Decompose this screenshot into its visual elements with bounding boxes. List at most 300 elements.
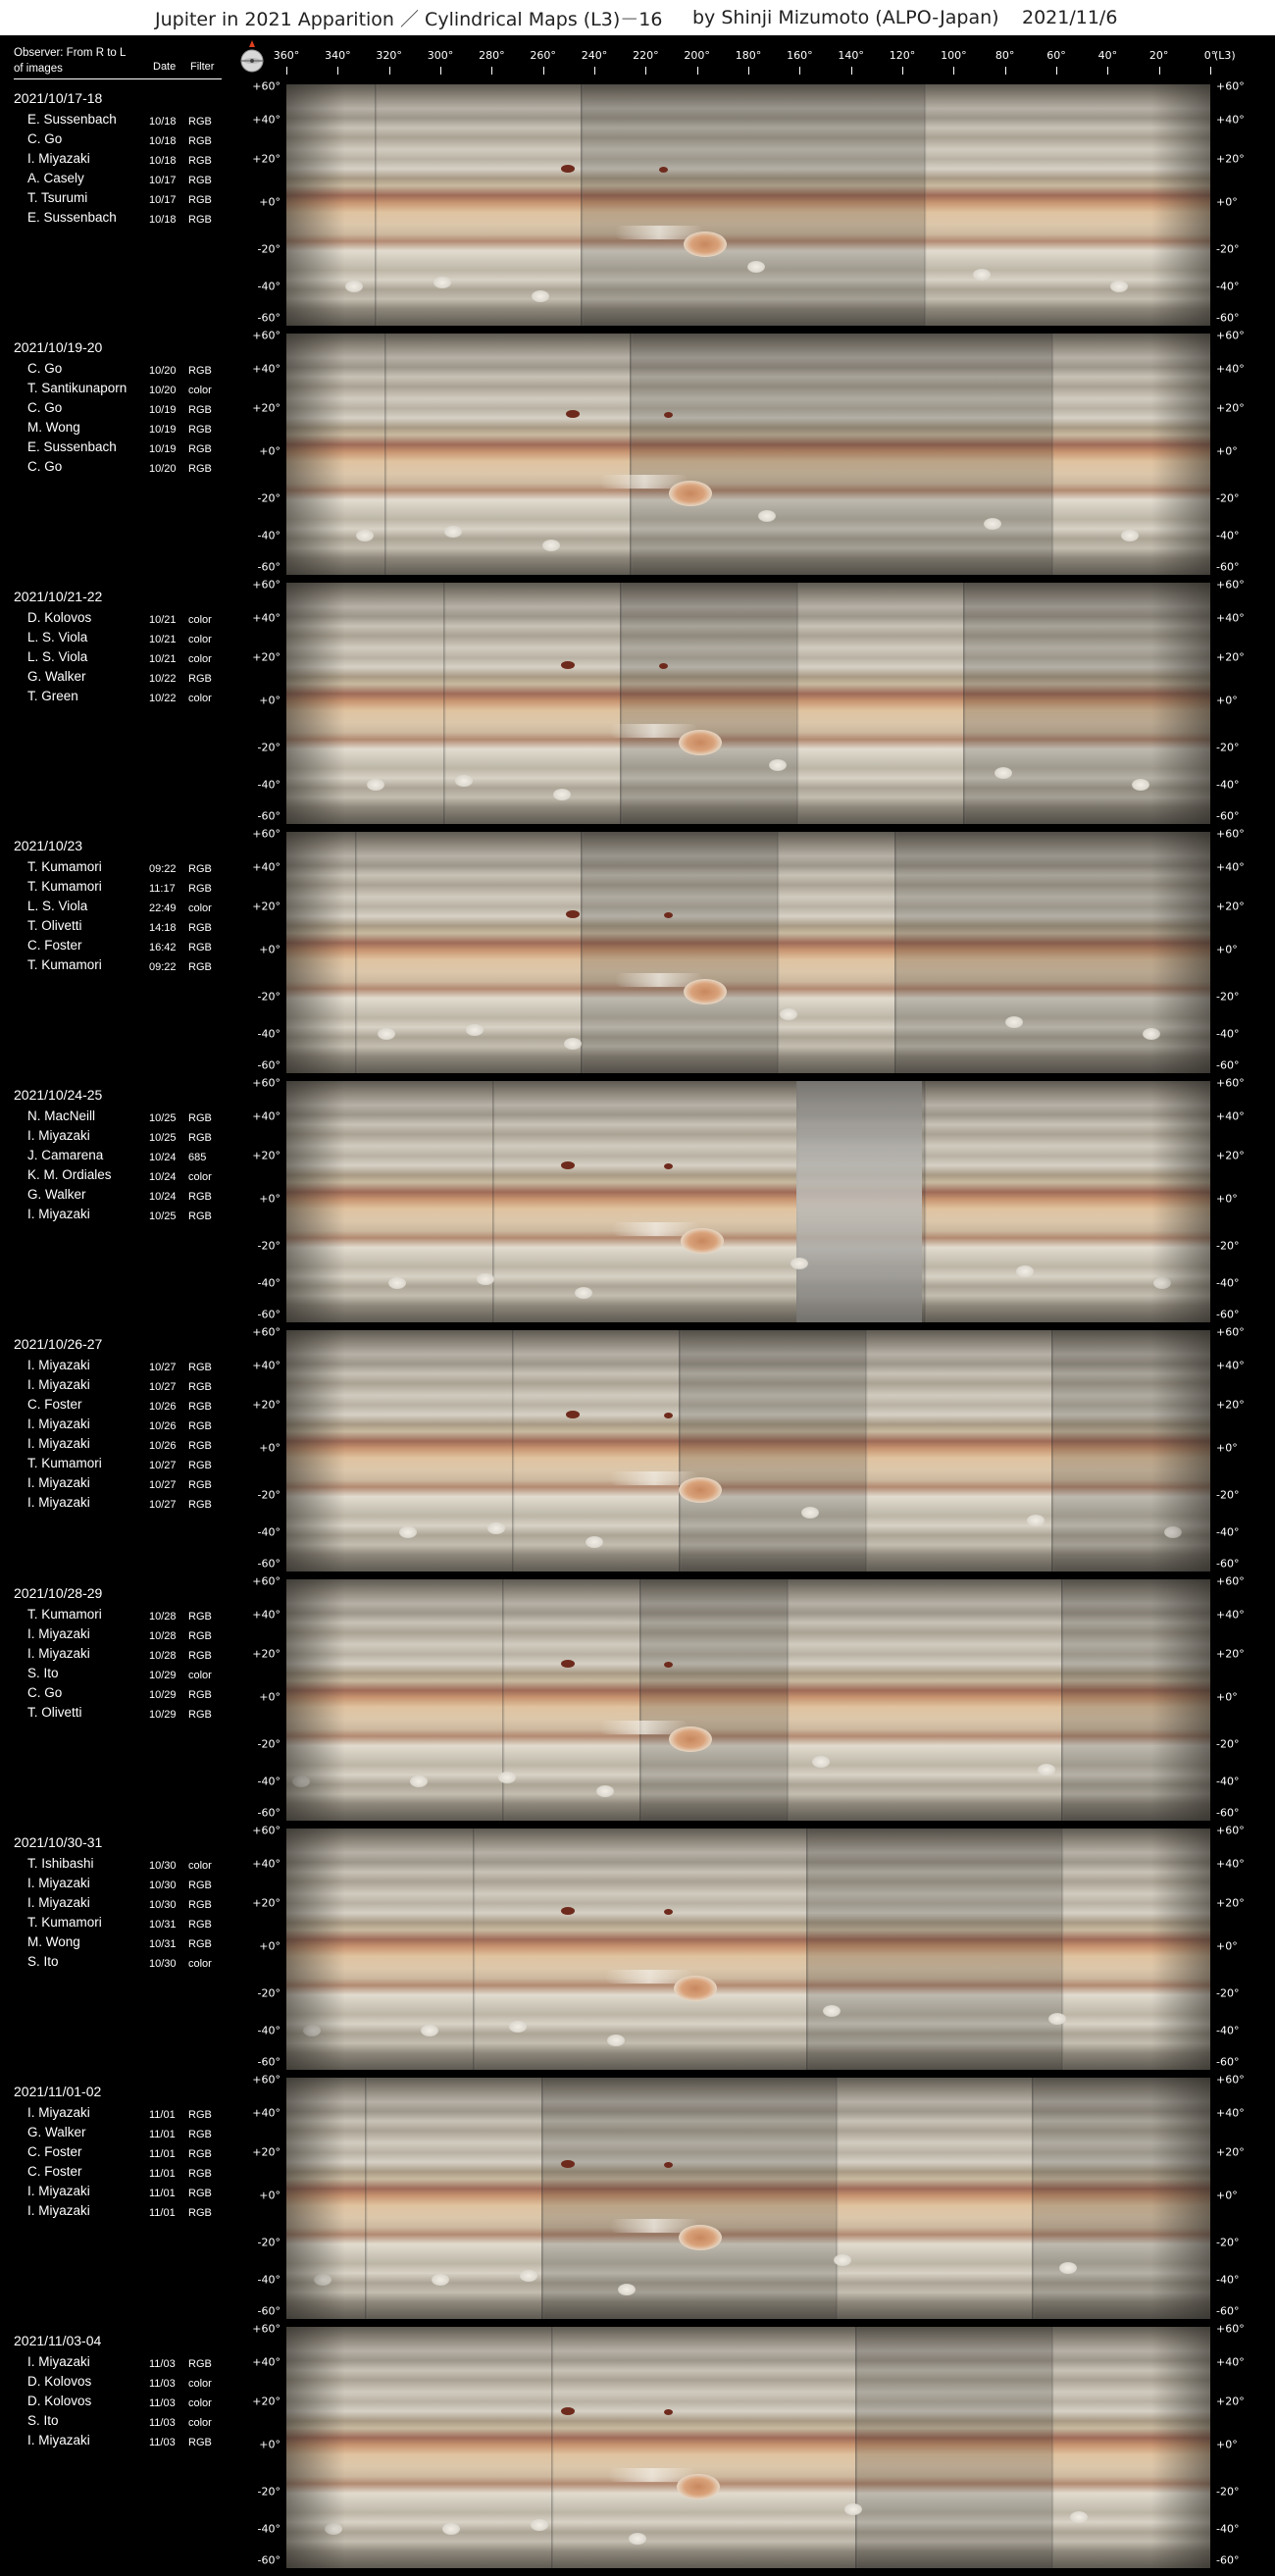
white-oval: [520, 2270, 537, 2282]
observation-filter: RGB: [188, 155, 212, 167]
tile-seam: [924, 84, 927, 326]
observation-date: 10/17: [149, 194, 177, 206]
latitude-axis-left: [235, 329, 284, 579]
observer-name: C. Foster: [27, 938, 82, 953]
observer-row: [14, 1205, 230, 1224]
observation-filter: RGB: [188, 175, 212, 186]
great-red-spot: [674, 1976, 717, 2001]
observer-name: E. Sussenbach: [27, 210, 117, 225]
longitude-tick-label: 60°: [1046, 49, 1066, 62]
observer-name: T. Kumamori: [27, 1456, 102, 1470]
longitude-tick: [1159, 67, 1160, 75]
latitude-axis-left: [235, 1574, 284, 1825]
longitude-tick-label: 120°: [889, 49, 916, 62]
observation-date: 11/03: [149, 2437, 176, 2448]
observation-filter: RGB: [188, 1650, 212, 1662]
observation-filter: 685: [188, 1152, 207, 1163]
latitude-tick-label: +60°: [252, 79, 280, 93]
white-oval: [812, 1756, 830, 1768]
observer-name: I. Miyazaki: [27, 1128, 90, 1143]
jupiter-cylindrical-map: [286, 1330, 1210, 1571]
observer-name: T. Olivetti: [27, 918, 82, 933]
observer-row: [14, 1473, 230, 1493]
latitude-tick-label: -40°: [1216, 1525, 1240, 1539]
observer-name: I. Miyazaki: [27, 151, 90, 166]
observer-name: S. Ito: [27, 1954, 59, 1969]
latitude-tick-label: -60°: [257, 311, 280, 325]
white-oval: [994, 767, 1012, 779]
latitude-tick-label: -60°: [257, 2304, 280, 2318]
observer-row: [14, 1146, 230, 1165]
longitude-tick-label: 220°: [633, 49, 659, 62]
observation-filter: RGB: [188, 883, 212, 895]
great-red-spot: [684, 232, 727, 257]
red-spot: [664, 1413, 673, 1418]
white-oval: [399, 1526, 417, 1538]
observer-name: T. Kumamori: [27, 1607, 102, 1622]
system-label: (L3): [1214, 49, 1236, 62]
observation-filter: color: [188, 614, 212, 626]
tile-seam: [787, 1579, 790, 1821]
observer-name: D. Kolovos: [27, 2394, 92, 2408]
latitude-tick-label: +40°: [252, 611, 280, 625]
limb-shade: [286, 334, 345, 575]
tile-seam: [365, 2078, 368, 2319]
great-red-spot: [669, 481, 712, 506]
observation-date: 11/01: [149, 2109, 176, 2121]
great-red-spot: [679, 730, 722, 755]
observer-row: [14, 1703, 230, 1723]
longitude-tick-label: 260°: [530, 49, 556, 62]
observer-row: [14, 457, 230, 477]
latitude-tick-label: -40°: [257, 1276, 280, 1290]
white-oval: [1005, 1016, 1023, 1028]
white-oval: [1132, 779, 1149, 791]
latitude-tick-label: -20°: [257, 2485, 280, 2499]
latitude-axis-left: [235, 1076, 284, 1326]
observation-filter: color: [188, 1860, 212, 1872]
date-column-header: Date: [153, 61, 177, 73]
observer-name: C. Go: [27, 1685, 63, 1700]
red-spot: [561, 1161, 575, 1169]
longitude-tick-label: 340°: [325, 49, 351, 62]
observer-name: M. Wong: [27, 1934, 80, 1949]
white-oval: [973, 269, 991, 281]
observer-name: C. Go: [27, 400, 63, 415]
longitude-tick: [645, 67, 646, 75]
observer-name: E. Sussenbach: [27, 439, 117, 454]
observation-filter: color: [188, 385, 212, 396]
latitude-tick-label: +0°: [259, 943, 280, 956]
longitude-tick-label: 240°: [581, 49, 608, 62]
tile-seam: [806, 1829, 809, 2070]
red-spot: [566, 1411, 580, 1418]
latitude-tick-label: +0°: [259, 1441, 280, 1455]
limb-shade: [286, 1579, 345, 1821]
latitude-tick-label: -20°: [257, 1737, 280, 1751]
observation-filter: color: [188, 1670, 212, 1681]
jupiter-cylindrical-map: [286, 84, 1210, 326]
observation-date: 10/25: [149, 1132, 177, 1144]
observer-name: S. Ito: [27, 2413, 59, 2428]
map-panel: [0, 1574, 1275, 1825]
white-oval: [378, 1028, 395, 1040]
observation-filter: color: [188, 653, 212, 665]
latitude-tick-label: +0°: [259, 195, 280, 209]
tile-seam: [443, 583, 446, 824]
latitude-tick-label: -40°: [257, 529, 280, 542]
latitude-tick-label: -20°: [1216, 1488, 1240, 1502]
observation-filter: RGB: [188, 1362, 212, 1373]
observation-date: 10/19: [149, 404, 177, 416]
observation-date: 09:22: [149, 863, 177, 875]
observer-row: [14, 1356, 230, 1375]
latitude-tick-label: +60°: [1216, 1076, 1245, 1090]
observation-date: 10/24: [149, 1171, 177, 1183]
observer-row: [14, 1375, 230, 1395]
latitude-tick-label: +40°: [252, 860, 280, 874]
observer-row: [14, 1952, 230, 1972]
observer-name: J. Camarena: [27, 1148, 104, 1162]
limb-shade: [1151, 583, 1210, 824]
latitude-tick-label: -40°: [257, 1775, 280, 1788]
observer-row: [14, 1932, 230, 1952]
latitude-tick-label: +60°: [252, 578, 280, 592]
white-oval: [345, 281, 363, 292]
latitude-tick-label: -40°: [1216, 1276, 1240, 1290]
longitude-tick: [748, 67, 749, 75]
observer-row: [14, 2372, 230, 2392]
longitude-tick-label: 0°: [1203, 49, 1217, 62]
jupiter-cylindrical-map: [286, 583, 1210, 824]
latitude-tick-label: +60°: [1216, 79, 1245, 93]
panel-date: 2021/10/21-22: [14, 589, 103, 604]
latitude-tick-label: -40°: [1216, 1027, 1240, 1041]
latitude-tick-label: -20°: [257, 990, 280, 1004]
panel-date: 2021/10/28-29: [14, 1585, 103, 1601]
latitude-tick-label: +40°: [1216, 1608, 1245, 1622]
observer-name: I. Miyazaki: [27, 1436, 90, 1451]
observer-row: [14, 2392, 230, 2411]
jupiter-cylindrical-map: [286, 1579, 1210, 1821]
latitude-tick-label: +0°: [259, 694, 280, 707]
observation-date: 10/17: [149, 175, 177, 186]
observation-filter: RGB: [188, 463, 212, 475]
observation-date: 10/24: [149, 1191, 177, 1203]
longitude-tick: [902, 67, 903, 75]
white-oval: [532, 290, 549, 302]
observation-filter: RGB: [188, 1611, 212, 1623]
white-oval: [487, 1522, 505, 1534]
panel-date: 2021/10/19-20: [14, 339, 103, 355]
observer-row: [14, 687, 230, 706]
observer-name: I. Miyazaki: [27, 1646, 90, 1661]
latitude-axis-left: [235, 2073, 284, 2323]
latitude-tick-label: +20°: [1216, 1647, 1245, 1661]
latitude-tick-label: +60°: [1216, 1824, 1245, 1837]
jupiter-cylindrical-map: [286, 832, 1210, 1073]
latitude-tick-label: -60°: [257, 2055, 280, 2069]
observer-name: G. Walker: [27, 669, 86, 684]
observer-row: [14, 2411, 230, 2431]
observation-filter: RGB: [188, 365, 212, 377]
observer-header-line1: Observer: From R to L: [14, 47, 127, 59]
map-panel: [0, 827, 1275, 1077]
white-oval: [542, 540, 560, 551]
observation-filter: RGB: [188, 1689, 212, 1701]
white-oval: [531, 2519, 548, 2531]
latitude-tick-label: -60°: [1216, 1557, 1240, 1571]
observation-date: 10/27: [149, 1479, 177, 1491]
observation-date: 10/27: [149, 1362, 177, 1373]
panel-date: 2021/10/26-27: [14, 1336, 103, 1352]
red-spot: [566, 910, 580, 918]
white-oval: [575, 1287, 592, 1299]
observer-list: [14, 587, 230, 706]
observer-list: [14, 2331, 230, 2450]
longitude-tick-label: 200°: [684, 49, 710, 62]
limb-shade: [1151, 1829, 1210, 2070]
great-red-spot: [669, 1726, 712, 1752]
observation-date: 14:18: [149, 922, 177, 934]
jupiter-cylindrical-map: [286, 1829, 1210, 2070]
tile-seam: [924, 1081, 927, 1322]
latitude-tick-label: +60°: [1216, 1325, 1245, 1339]
image-tile: [541, 2078, 836, 2319]
observer-row: [14, 1185, 230, 1205]
observer-row: [14, 149, 230, 169]
observer-name: K. M. Ordiales: [27, 1167, 112, 1182]
jupiter-cylindrical-map: [286, 2078, 1210, 2319]
observer-name: I. Miyazaki: [27, 2105, 90, 2120]
white-oval: [618, 2284, 636, 2295]
observer-name: I. Miyazaki: [27, 1895, 90, 1910]
latitude-tick-label: +40°: [1216, 1109, 1245, 1123]
map-panel: [0, 1325, 1275, 1575]
observation-date: 22:49: [149, 902, 177, 914]
red-spot: [659, 663, 668, 669]
latitude-tick-label: +20°: [1216, 650, 1245, 664]
longitude-tick: [953, 67, 954, 75]
tile-seam: [894, 832, 897, 1073]
observer-name: A. Casely: [27, 171, 84, 185]
observation-date: 10/20: [149, 385, 177, 396]
observation-date: 10/22: [149, 693, 177, 704]
observer-name: G. Walker: [27, 2125, 86, 2139]
latitude-tick-label: -20°: [257, 741, 280, 754]
observer-row: [14, 1434, 230, 1454]
observer-row: [14, 2431, 230, 2450]
longitude-tick: [851, 67, 852, 75]
longitude-tick-label: 140°: [838, 49, 864, 62]
observer-row: [14, 398, 230, 418]
tile-seam: [1051, 334, 1054, 575]
latitude-tick-label: +60°: [252, 1574, 280, 1588]
latitude-tick-label: +40°: [1216, 1359, 1245, 1372]
latitude-tick-label: -40°: [1216, 529, 1240, 542]
latitude-tick-label: +20°: [1216, 401, 1245, 415]
observation-filter: RGB: [188, 961, 212, 973]
image-tile: [581, 832, 777, 1073]
latitude-tick-label: +0°: [1216, 694, 1238, 707]
longitude-tick: [389, 67, 390, 75]
tile-seam: [384, 334, 387, 575]
limb-shade: [1151, 1330, 1210, 1571]
longitude-tick-label: 320°: [376, 49, 402, 62]
observation-date: 16:42: [149, 942, 177, 953]
observation-date: 10/26: [149, 1401, 177, 1413]
observer-name: T. Kumamori: [27, 957, 102, 972]
longitude-tick-label: 360°: [273, 49, 300, 62]
observation-date: 10/30: [149, 1880, 177, 1891]
latitude-tick-label: -20°: [1216, 2236, 1240, 2249]
latitude-tick-label: +40°: [252, 113, 280, 127]
observation-filter: RGB: [188, 2168, 212, 2180]
limb-shade: [1151, 1579, 1210, 1821]
observer-row: [14, 667, 230, 687]
observer-list: [14, 337, 230, 477]
latitude-tick-label: +0°: [259, 1939, 280, 1953]
white-oval: [747, 261, 765, 273]
white-oval: [367, 779, 384, 791]
observation-filter: RGB: [188, 214, 212, 226]
longitude-tick: [491, 67, 492, 75]
latitude-axis-right: [1212, 2073, 1261, 2323]
latitude-tick-label: -20°: [257, 2236, 280, 2249]
observer-name: I. Miyazaki: [27, 1475, 90, 1490]
observation-date: 10/19: [149, 424, 177, 436]
filter-column-header: Filter: [190, 61, 215, 73]
observation-filter: RGB: [188, 2148, 212, 2160]
latitude-axis-right: [1212, 1325, 1261, 1575]
white-oval: [801, 1507, 819, 1519]
white-oval: [780, 1008, 797, 1020]
latitude-axis-right: [1212, 1574, 1261, 1825]
latitude-tick-label: -20°: [257, 242, 280, 256]
latitude-tick-label: +60°: [1216, 2073, 1245, 2087]
observation-date: 10/27: [149, 1381, 177, 1393]
observation-filter: RGB: [188, 1381, 212, 1393]
latitude-tick-label: -40°: [257, 2024, 280, 2037]
observation-date: 10/30: [149, 1899, 177, 1911]
observation-filter: RGB: [188, 1191, 212, 1203]
observer-list: [14, 1832, 230, 1972]
red-spot: [561, 1907, 575, 1915]
map-panel: [0, 2073, 1275, 2323]
cloud-bands: [286, 2327, 1210, 2568]
observation-date: 10/25: [149, 1211, 177, 1222]
panel-date: 2021/10/30-31: [14, 1834, 103, 1850]
observation-filter: RGB: [188, 1420, 212, 1432]
white-oval: [498, 1772, 516, 1783]
tile-seam: [541, 2078, 544, 2319]
great-red-spot: [679, 1477, 722, 1503]
observation-filter: color: [188, 693, 212, 704]
observation-filter: RGB: [188, 1132, 212, 1144]
latitude-axis-right: [1212, 2322, 1261, 2572]
observation-date: 11/01: [149, 2148, 176, 2160]
observer-name: T. Olivetti: [27, 1705, 82, 1720]
white-oval: [356, 530, 374, 541]
longitude-tick: [286, 67, 287, 75]
observation-date: 10/30: [149, 1860, 177, 1872]
observer-row: [14, 169, 230, 188]
panel-date: 2021/10/24-25: [14, 1087, 103, 1103]
observation-filter: RGB: [188, 2207, 212, 2219]
observation-filter: RGB: [188, 1630, 212, 1642]
observer-name: T. Kumamori: [27, 859, 102, 874]
latitude-tick-label: +0°: [259, 1192, 280, 1206]
observation-filter: RGB: [188, 2437, 212, 2448]
cloud-bands: [286, 1081, 1210, 1322]
white-oval: [1016, 1265, 1034, 1277]
observation-filter: RGB: [188, 424, 212, 436]
longitude-tick-label: 300°: [427, 49, 454, 62]
longitude-tick-label: 40°: [1097, 49, 1118, 62]
white-oval: [586, 1536, 603, 1548]
red-spot: [561, 165, 575, 173]
observation-filter: RGB: [188, 1440, 212, 1452]
latitude-tick-label: +20°: [1216, 152, 1245, 166]
tile-seam: [777, 832, 780, 1073]
latitude-tick-label: -40°: [1216, 280, 1240, 293]
observer-row: [14, 1415, 230, 1434]
longitude-tick: [594, 67, 595, 75]
limb-shade: [286, 583, 345, 824]
latitude-tick-label: -60°: [257, 560, 280, 574]
tile-seam: [796, 583, 799, 824]
limb-shade: [286, 1081, 345, 1322]
latitude-tick-label: +60°: [252, 2073, 280, 2087]
tile-seam: [639, 1579, 642, 1821]
observer-name: I. Miyazaki: [27, 1876, 90, 1890]
tile-seam: [581, 84, 584, 326]
author-credit: by Shinji Mizumoto (ALPO-Japan): [692, 7, 999, 28]
observer-row: [14, 2182, 230, 2201]
latitude-tick-label: +0°: [1216, 1441, 1238, 1455]
page-title: Jupiter in 2021 Apparition ／ Cylindrical Maps (L3)－16: [155, 8, 663, 30]
observation-filter: RGB: [188, 1919, 212, 1931]
tile-seam: [679, 1330, 682, 1571]
latitude-tick-label: +40°: [252, 1359, 280, 1372]
observer-row: [14, 2352, 230, 2372]
map-panel: [0, 1824, 1275, 2074]
latitude-tick-label: +40°: [252, 1857, 280, 1871]
observer-row: [14, 2142, 230, 2162]
latitude-tick-label: +20°: [252, 2395, 280, 2408]
latitude-tick-label: -60°: [257, 1806, 280, 1820]
tile-seam: [963, 583, 966, 824]
red-spot: [664, 1163, 673, 1169]
white-oval: [844, 2503, 862, 2515]
latitude-tick-label: +0°: [1216, 2189, 1238, 2202]
white-oval: [1121, 530, 1139, 541]
longitude-tick: [337, 67, 338, 75]
red-spot: [561, 1660, 575, 1668]
tile-seam: [836, 2078, 839, 2319]
observer-row: [14, 608, 230, 628]
tile-seam: [1051, 2327, 1054, 2568]
latitude-tick-label: -40°: [1216, 2522, 1240, 2536]
latitude-tick-label: -40°: [257, 2273, 280, 2287]
latitude-tick-label: -20°: [1216, 1737, 1240, 1751]
image-tile: [806, 1829, 1061, 2070]
observation-date: 10/18: [149, 155, 177, 167]
observer-row: [14, 1893, 230, 1913]
observer-row: [14, 129, 230, 149]
white-oval: [823, 2005, 841, 2017]
observation-date: 10/30: [149, 1958, 177, 1970]
